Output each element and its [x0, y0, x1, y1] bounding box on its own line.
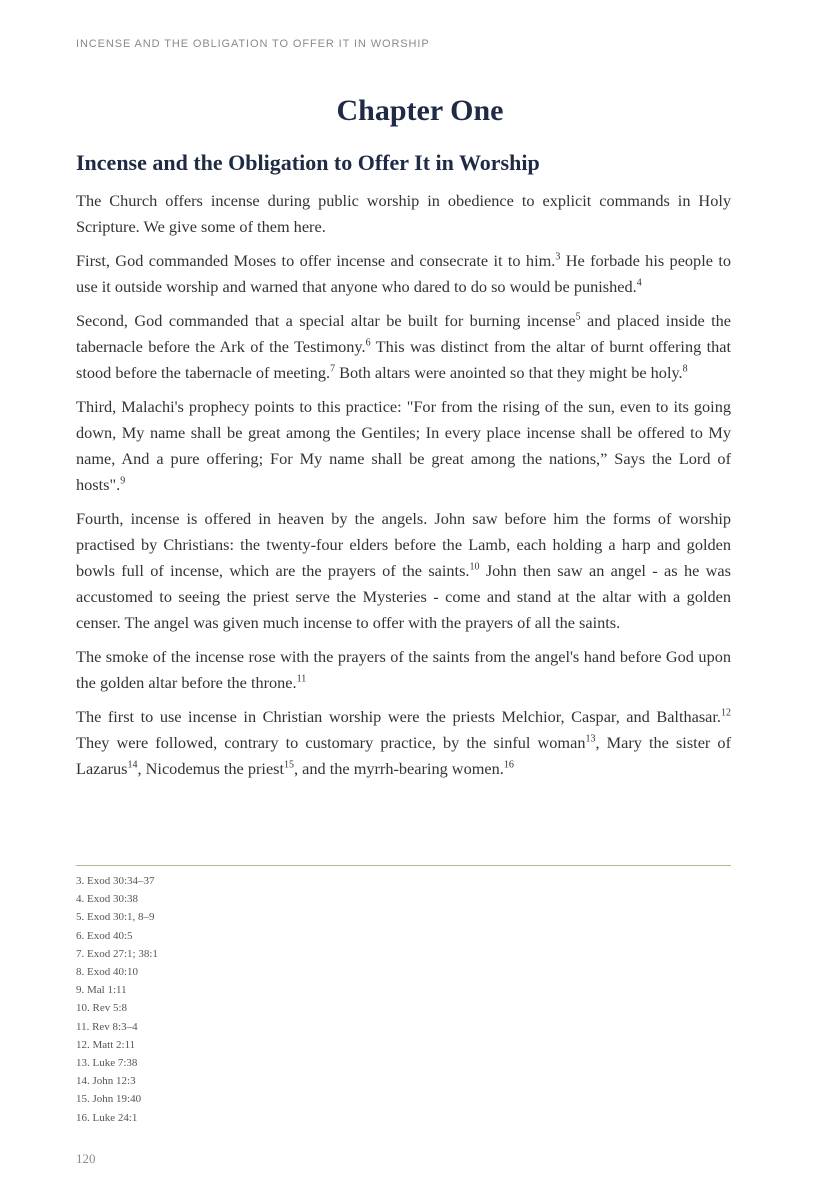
body-paragraph: [76, 248, 731, 300]
body-paragraph: [76, 394, 731, 498]
paragraph-text: Fourth, incense is offered in heaven by the angels. John saw before him the forms of worship practised by Christians: the twenty-four elders before the Lamb, each holding a harp and golden bowls full of incense, which are the prayers of the saints.: [76, 509, 731, 580]
body-paragraph: [76, 704, 731, 782]
running-head: INCENSE AND THE OBLIGATION TO OFFER IT IN WORSHIP: [76, 38, 430, 50]
paragraph-text: The smoke of the incense rose with the prayers of the saints from the angel's hand before God upon the golden altar before the throne.: [76, 647, 731, 692]
footnote-reference: 6: [365, 337, 371, 349]
footnote-reference: 3: [555, 251, 561, 263]
footnote-reference: 4: [636, 277, 642, 289]
footnote-item: 13. Luke 7:38: [76, 1057, 138, 1070]
footnote-reference: 11: [296, 673, 307, 685]
footnote-reference: 14: [127, 759, 138, 771]
footnote-reference: 10: [469, 561, 480, 573]
footnotes-list: [76, 872, 158, 1127]
footnote-reference: 16: [503, 759, 514, 771]
footnote-reference: 9: [120, 475, 126, 487]
paragraph-text: , and the myrrh-bearing women.: [294, 759, 504, 778]
paragraph-text: Both altars were anointed so that they might be holy.: [335, 363, 683, 382]
body-paragraph: [76, 188, 731, 240]
footnote-item: 10. Rev 5:8: [76, 1002, 128, 1015]
paragraph-text: Third, Malachi's prophecy points to this practice: "For from the rising of the sun, even to its going down, My name shall be great among the Gentiles; In every place incense shall be offered to My name, And a pure offering; For My name shall be great among the nations,” Says the Lord of hosts".: [76, 397, 731, 494]
paragraph-text: The first to use incense in Christian worship were the priests Melchior, Caspar, and Balthasar.: [76, 707, 721, 726]
footnote-item: 8. Exod 40:10: [76, 966, 139, 979]
footnote-reference: 5: [575, 311, 581, 323]
footnote-reference: 7: [330, 363, 336, 375]
body-paragraph: [76, 506, 731, 636]
paragraph-text: John then saw an angel - as he was accustomed to seeing the priest serve the Mysteries - come and stand at the altar with a golden censer. The angel was given much incense to offer with the prayers of all the saints.: [76, 561, 731, 632]
footnote-reference: 13: [585, 733, 596, 745]
body-paragraph: [76, 644, 731, 696]
footnote-item: 12. Matt 2:11: [76, 1038, 136, 1051]
paragraph-text: and placed inside the tabernacle before the Ark of the Testimony.: [76, 311, 731, 356]
footnote-reference: 12: [721, 707, 731, 719]
body-text: [76, 188, 731, 790]
footnote-item: 16. Luke 24:1: [76, 1111, 138, 1124]
footnote-item: 11. Rev 8:3–4: [76, 1020, 138, 1033]
footnote-item: 4. Exod 30:38: [76, 893, 139, 906]
paragraph-text: Second, God commanded that a special altar be built for burning incense: [76, 311, 576, 330]
chapter-title: Chapter One: [336, 94, 504, 127]
body-paragraph: [76, 308, 731, 386]
paragraph-text: First, God commanded Moses to offer incense and consecrate it to him.: [76, 251, 556, 270]
section-title: Incense and the Obligation to Offer It in Worship: [76, 150, 540, 175]
footnote-item: 6. Exod 40:5: [76, 929, 133, 942]
footnote-item: 15. John 19:40: [76, 1093, 142, 1106]
footnote-reference: 15: [284, 759, 295, 771]
paragraph-text: , Mary the sister of Lazarus: [76, 733, 731, 778]
footnote-item: 14. John 12:3: [76, 1075, 136, 1088]
paragraph-text: They were followed, contrary to customary practice, by the sinful woman: [76, 733, 586, 752]
paragraph-text: He forbade his people to use it outside worship and warned that anyone who dared to do so would be punished.: [76, 251, 731, 296]
footnote-item: 5. Exod 30:1, 8–9: [76, 911, 155, 924]
paragraph-text: This was distinct from the altar of burnt offering that stood before the tabernacle of meeting.: [76, 337, 732, 382]
paragraph-text: The Church offers incense during public worship in obedience to explicit commands in Holy Scripture. We give some of them here.: [76, 191, 731, 236]
paragraph-text: , Nicodemus the priest: [137, 759, 285, 778]
footnote-item: 3. Exod 30:34–37: [76, 875, 155, 887]
page-number: 120: [76, 1151, 96, 1166]
footnote-divider: [76, 865, 731, 866]
footnote-item: 9. Mal 1:11: [76, 984, 127, 997]
footnote-reference: 8: [682, 363, 688, 375]
footnote-item: 7. Exod 27:1; 38:1: [76, 947, 158, 960]
